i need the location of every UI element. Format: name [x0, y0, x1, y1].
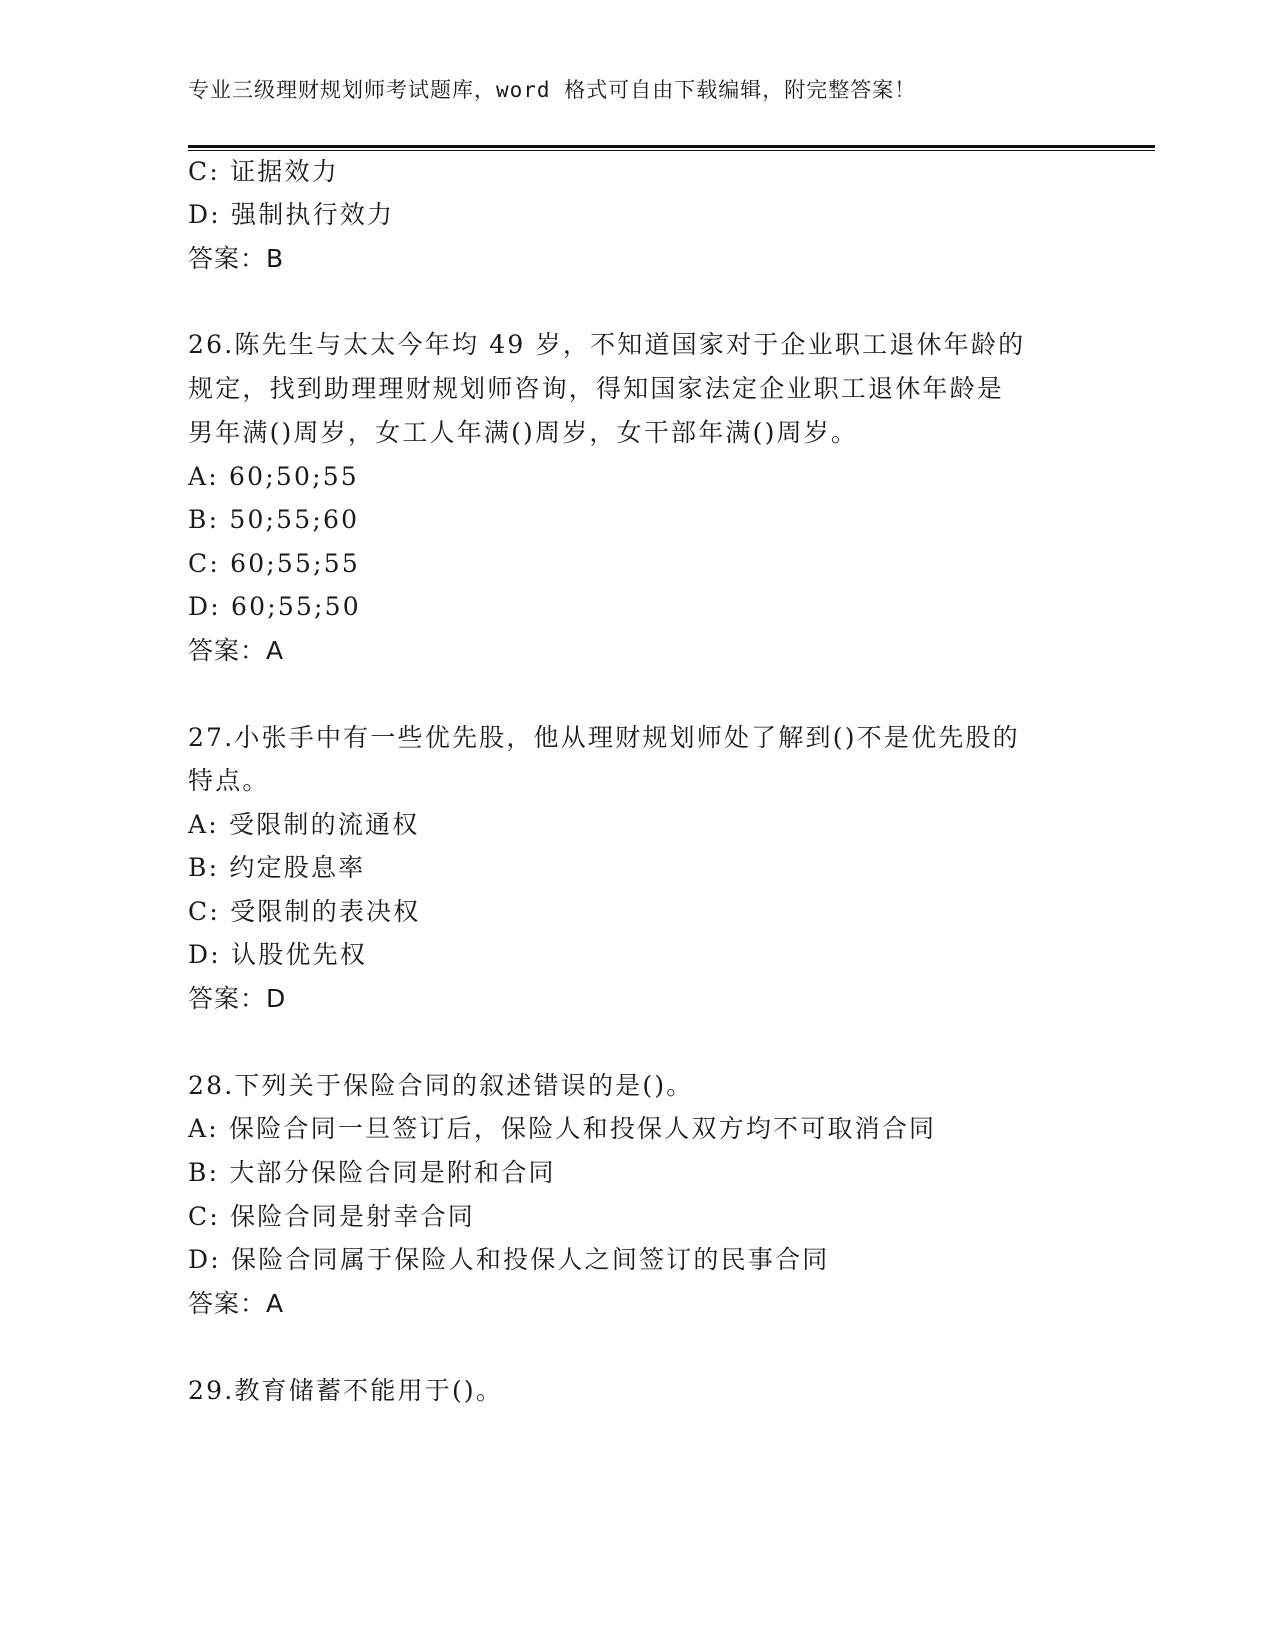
page-header: 专业三级理财规划师考试题库，word 格式可自由下载编辑，附完整答案！ [188, 78, 917, 102]
q27-stem-line-1: 27.小张手中有一些优先股，他从理财规划师处了解到()不是优先股的 [188, 723, 1020, 752]
q26-stem-line-2: 规定，找到助理理财规划师咨询，得知国家法定企业职工退休年龄是 [188, 374, 1005, 403]
q29-stem-line-1: 29.教育储蓄不能用于()。 [188, 1376, 504, 1405]
q27-stem-line-2: 特点。 [188, 766, 270, 795]
q28-option-b: B: 大部分保险合同是附和合同 [188, 1158, 556, 1187]
q28-answer: 答案：A [188, 1289, 285, 1318]
q25-answer: 答案：B [188, 244, 285, 273]
q28-option-d: D: 保险合同属于保险人和投保人之间签订的民事合同 [188, 1245, 830, 1274]
q26-stem-line-1: 26.陈先生与太太今年均 49 岁，不知道国家对于企业职工退休年龄的 [188, 330, 1026, 359]
q25-option-d: D: 强制执行效力 [188, 200, 395, 229]
q28-option-a: A: 保险合同一旦签订后，保险人和投保人双方均不可取消合同 [188, 1114, 937, 1143]
q28-option-c: C: 保险合同是射幸合同 [188, 1202, 475, 1231]
header-rule-thin [188, 150, 1155, 151]
q26-answer: 答案：A [188, 636, 285, 665]
q28-stem-line-1: 28.下列关于保险合同的叙述错误的是()。 [188, 1071, 694, 1100]
q27-option-a: A: 受限制的流通权 [188, 810, 420, 839]
q26-stem-line-3: 男年满()周岁，女工人年满()周岁，女干部年满()周岁。 [188, 418, 859, 447]
q27-option-c: C: 受限制的表决权 [188, 897, 421, 926]
q27-option-b: B: 约定股息率 [188, 853, 366, 882]
q26-option-a: A: 60;50;55 [188, 462, 359, 491]
q26-option-b: B: 50;55;60 [188, 505, 360, 534]
q25-option-c: C: 证据效力 [188, 157, 339, 186]
q27-option-d: D: 认股优先权 [188, 940, 368, 969]
q27-answer: 答案：D [188, 984, 287, 1013]
q26-option-c: C: 60;55;55 [188, 549, 360, 578]
q26-option-d: D: 60;55;50 [188, 592, 361, 621]
header-rule-thick [188, 145, 1155, 148]
